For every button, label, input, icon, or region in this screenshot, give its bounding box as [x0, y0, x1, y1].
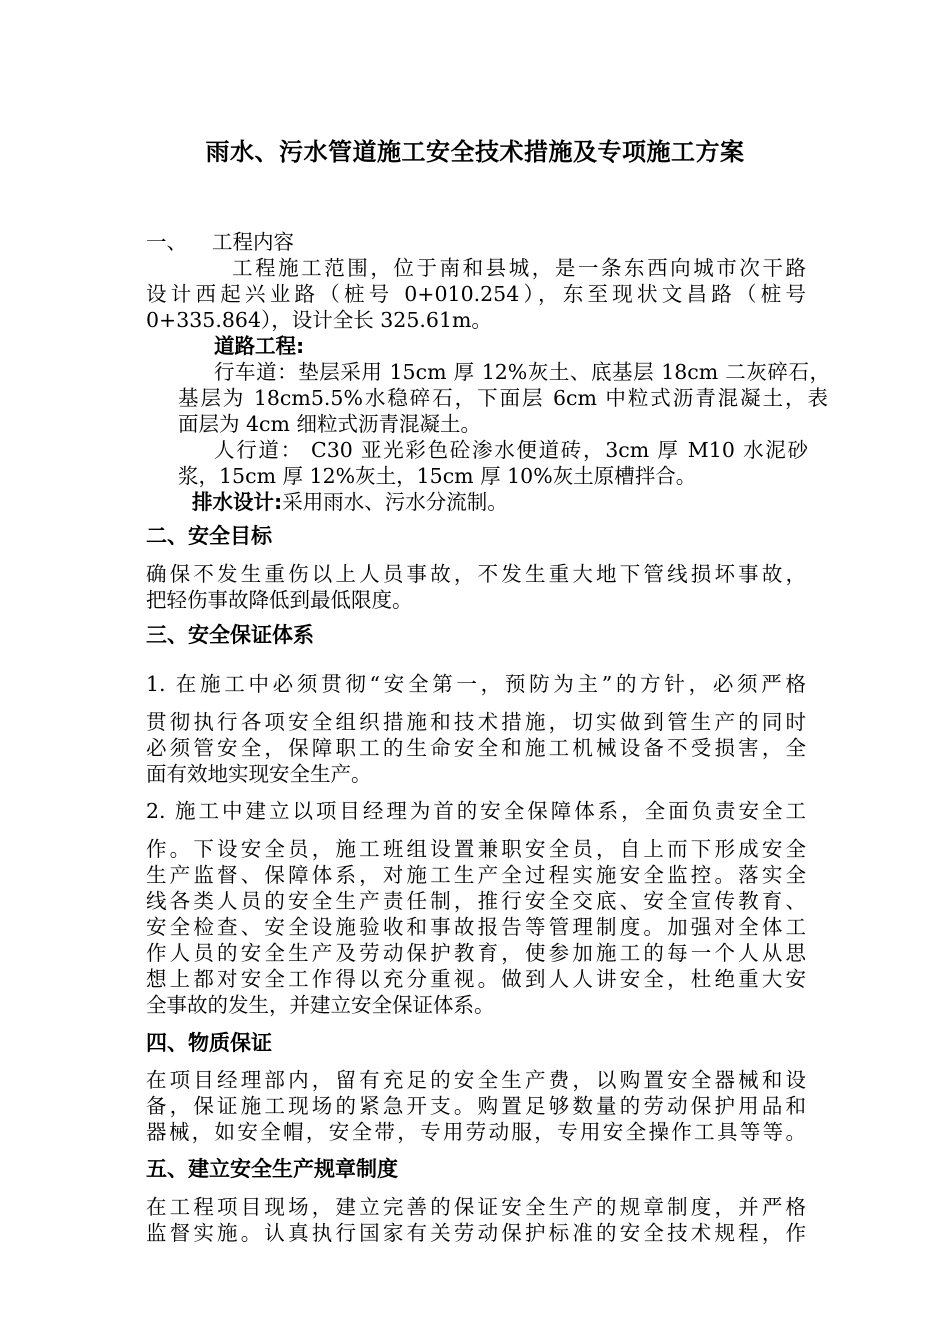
- section3-p1-line-4: 面有效地实现安全生产。: [146, 762, 372, 786]
- carriageway-line-2: 基层为 18cm5.5%水稳碎石，下面层 6cm 中粒式沥青混凝土，表: [178, 386, 828, 410]
- section5-line-1: 在工程项目现场，建立完善的保证安全生产的规章制度，并严格: [146, 1195, 806, 1219]
- section4-line-1: 在项目经理部内，留有充足的安全生产费，以购置安全器械和设: [146, 1068, 806, 1092]
- document-title: 雨水、污水管道施工安全技术措施及专项施工方案: [205, 138, 745, 166]
- section5-heading: 五、建立安全生产规章制度: [146, 1157, 398, 1181]
- section2-line-1: 确保不发生重伤以上人员事故，不发生重大地下管线损坏事故，: [146, 562, 806, 586]
- section3-p1-line-2: 贯彻执行各项安全组织措施和技术措施，切实做到管生产的同时: [146, 710, 806, 734]
- section5-line-2: 监督实施。认真执行国家有关劳动保护标准的安全技术规程，作: [146, 1221, 806, 1245]
- section3-p2-line-2: 作。下设安全员，施工班组设置兼职安全员，自上而下形成安全: [146, 837, 806, 861]
- sidewalk-line-2: 浆，15cm 厚 12%灰土，15cm 厚 10%灰土原槽拌合。: [178, 464, 697, 488]
- section3-p2-line-5: 安全检查、安全设施验收和事故报告等管理制度。加强对全体工: [146, 915, 806, 939]
- section3-p2-line-8: 全事故的发生，并建立安全保证体系。: [146, 993, 495, 1017]
- section3-p1-line-1: 1. 在施工中必须贯彻“安全第一，预防为主”的方针，必须严格: [146, 672, 806, 696]
- section3-heading: 三、安全保证体系: [146, 623, 314, 647]
- section2-heading: 二、安全目标: [146, 524, 272, 548]
- section1-intro-line-3: 0+335.864），设计全长 325.61m。: [146, 308, 492, 332]
- section3-p1-line-3: 必须管安全，保障职工的生命安全和施工机械设备不受损害，全: [146, 736, 806, 760]
- drainage-text: 采用雨水、污水分流制。: [282, 490, 508, 514]
- section4-line-3: 器械，如安全帽，安全带，专用劳动服，专用安全操作工具等等。: [146, 1120, 806, 1144]
- section3-p2-line-3: 生产监督、保障体系，对施工生产全过程实施安全监控。落实全: [146, 863, 806, 887]
- section4-heading: 四、物质保证: [146, 1031, 272, 1055]
- section3-p2-line-6: 作人员的安全生产及劳动保护教育，使参加施工的每一个人从思: [146, 941, 806, 965]
- section1-intro-line-1: 工程施工范围，位于南和县城，是一条东西向城市次干路: [232, 256, 806, 280]
- drainage-label: 排水设计:: [192, 490, 283, 514]
- section1-heading: 工程内容: [212, 230, 294, 254]
- section2-line-2: 把轻伤事故降低到最低限度。: [146, 588, 413, 612]
- section3-p2-line-1: 2. 施工中建立以项目经理为首的安全保障体系，全面负责安全工: [146, 799, 806, 823]
- section1-number: 一、: [146, 230, 187, 254]
- section3-p2-line-7: 想上都对安全工作得以充分重视。做到人人讲安全，杜绝重大安: [146, 967, 806, 991]
- section4-line-2: 备，保证施工现场的紧急开支。购置足够数量的劳动保护用品和: [146, 1094, 806, 1118]
- section1-intro-line-2: 设计西起兴业路（桩号 0+010.254），东至现状文昌路（桩号: [146, 282, 806, 306]
- carriageway-line-3: 面层为 4cm 细粒式沥青混凝土。: [178, 412, 481, 436]
- section3-p2-line-4: 线各类人员的安全生产责任制，推行安全交底、安全宣传教育、: [146, 889, 806, 913]
- sidewalk-line-1: 人行道： C30 亚光彩色砼渗水便道砖，3cm 厚 M10 水泥砂: [214, 438, 808, 462]
- road-works-label: 道路工程:: [214, 334, 305, 358]
- carriageway-line-1: 行车道：垫层采用 15cm 厚 12%灰土、底基层 18cm 二灰碎石，: [214, 360, 830, 384]
